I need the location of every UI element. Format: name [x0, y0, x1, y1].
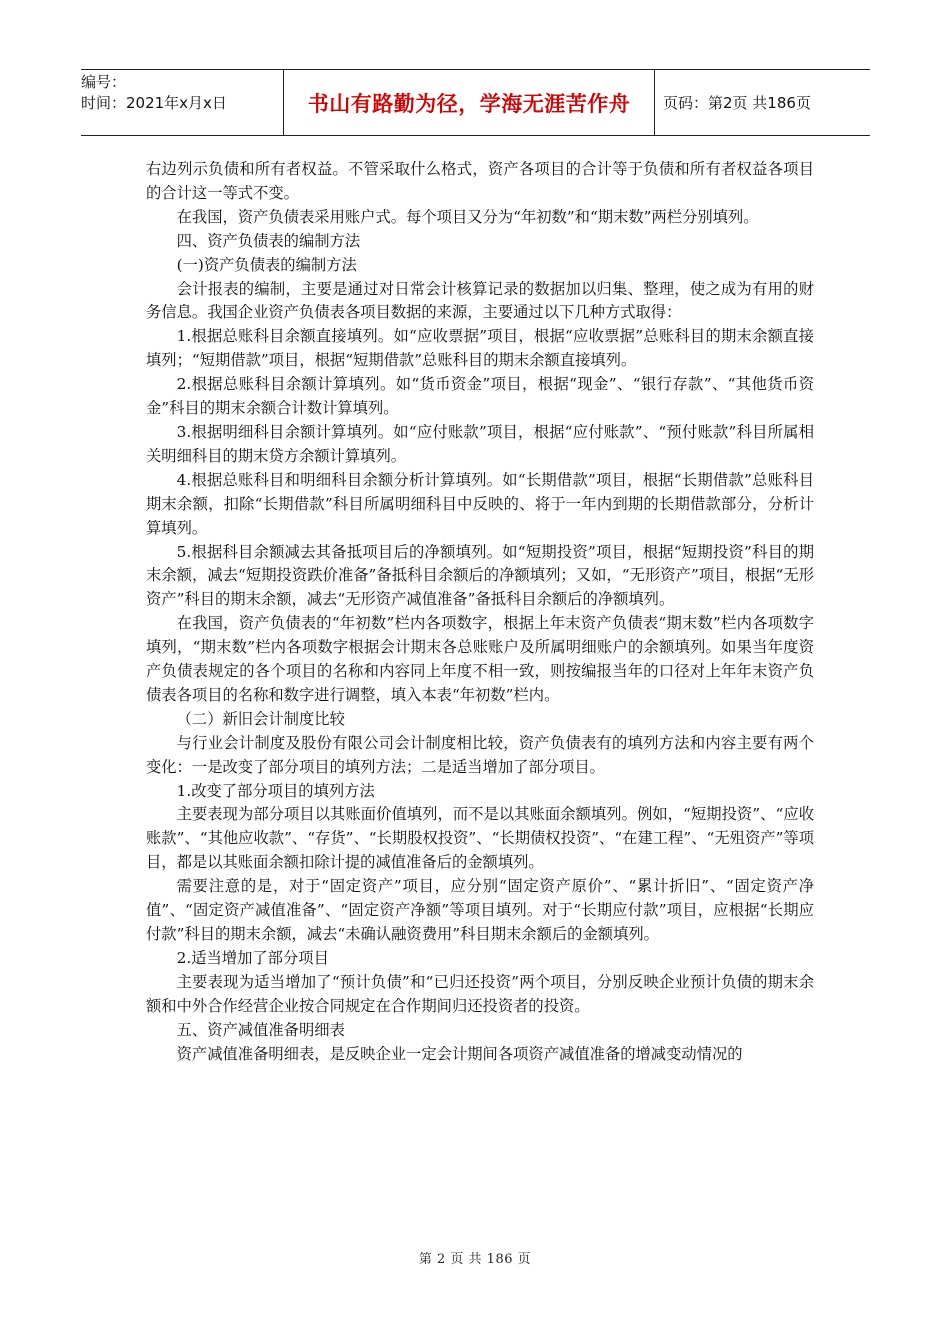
document-number-label: 编号： — [81, 73, 127, 91]
paragraph: 3.根据明细科目余额计算填列。如“应付账款”项目，根据“应付账款”、“预付账款”科目所属相关明细科目的期末贷方余额计算填列。 — [146, 422, 814, 465]
paragraph: 主要表现为部分项目以其账面价值填列，而不是以其账面余额填列。例如，“短期投资”、“应收账款”、“其他应收款”、“存货”、“长期股权投资”、“长期债权投资”、“在建工程”、“无殂资产”等项目，都是以其账面余额扣除计提的减值准备后的金额填列。 — [146, 805, 814, 872]
paragraph: 五、资产减值准备明细表 — [176, 1020, 345, 1039]
paragraph: 在我国，资产负债表采用账户式。每个项目又分为“年初数”和“期末数”两栏分别填列。 — [176, 207, 759, 226]
header-page-info: 页码：第2页 共186页 — [663, 94, 811, 112]
paragraph: 资产减值准备明细表，是反映企业一定会计期间各项资产减值准备的增减变动情况的 — [176, 1044, 743, 1063]
header-motto: 书山有路勤为径，学海无涯苦作舟 — [307, 91, 631, 116]
document-time-label: 时间：2021年x月x日 — [81, 94, 227, 112]
paragraph: 四、资产负债表的编制方法 — [176, 231, 361, 250]
paragraph: (一)资产负债表的编制方法 — [176, 255, 357, 274]
paragraph: 在我国，资产负债表的“年初数”栏内各项数字，根据上年末资产负债表“期末数”栏内各项数字填列，“期末数”栏内各项数字根据会计期末各总账账户及所属明细账户的余额填列。如果当年度资产负债表规定的各个项目的名称和内容同上年度不相一致，则按编报当年的口径对上年年末资产负债表各项目的名称和数字进行调整，填入本表“年初数”栏内。 — [146, 614, 814, 704]
paragraph: 2.根据总账科目余额计算填列。如“货币资金”项目，根据“现金”、“银行存款”、“其他货币资金”科目的期末余额合计数计算填列。 — [146, 375, 814, 418]
paragraph: （二）新旧会计制度比较 — [176, 709, 345, 728]
header-motto-cell — [284, 70, 655, 135]
paragraph: 2.适当增加了部分项目 — [176, 948, 329, 967]
paragraph: 主要表现为适当增加了“预计负债”和“已归还投资”两个项目，分别反映企业预计负债的期末余额和中外合作经营企业按合同规定在合作期间归还投资者的投资。 — [146, 972, 814, 1015]
page-footer: 第 2 页 共 186 页 — [418, 1252, 532, 1267]
paragraph: 需要注意的是，对于“固定资产”项目，应分别“固定资产原价”、“累计折旧”、“固定资产净值”、“固定资产减值准备”、“固定资产净额”等项目填列。对于“长期应付款”项目，应根据“长期应付款”科目的期末余额，减去“未确认融资费用”科目期末余额后的金额填列。 — [146, 877, 814, 943]
paragraph: 1.改变了部分项目的填列方法 — [176, 781, 375, 800]
paragraph: 5.根据科目余额减去其备抵项目后的净额填列。如“短期投资”项目，根据“短期投资”科目的期末余额，减去“短期投资跌价准备”备抵科目余额后的净额填列；又如，“无形资产”项目，根据“无形资产”科目的期末余额，减去“无形资产减值准备”备抵科目余额后的净额填列。 — [146, 542, 814, 609]
paragraph: 与行业会计制度及股份有限公司会计制度相比较，资产负债表有的填列方法和内容主要有两个变化：一是改变了部分项目的填列方法；二是适当增加了部分项目。 — [146, 733, 814, 776]
paragraph: 1.根据总账科目余额直接填列。如“应收票据”项目，根据“应收票据”总账科目的期末余额直接填列；“短期借款”项目，根据“短期借款”总账科目的期末余额直接填列。 — [146, 327, 814, 370]
paragraph: 会计报表的编制，主要是通过对日常会计核算记录的数据加以归集、整理，使之成为有用的财务信息。我国企业资产负债表各项目数据的来源，主要通过以下几种方式取得： — [146, 279, 814, 322]
document-body — [146, 158, 814, 1066]
header-meta — [81, 70, 284, 135]
paragraph: 4.根据总账科目和明细科目余额分析计算填列。如“长期借款”项目，根据“长期借款”总账科目期末余额，扣除“长期借款”科目所属明细科目中反映的、将于一年内到期的长期借款部分，分析计算填列。 — [146, 470, 814, 537]
paragraph: 右边列示负债和所有者权益。不管采取什么格式，资产各项目的合计等于负债和所有者权益各项目的合计这一等式不变。 — [146, 160, 814, 202]
page-header — [81, 69, 870, 136]
